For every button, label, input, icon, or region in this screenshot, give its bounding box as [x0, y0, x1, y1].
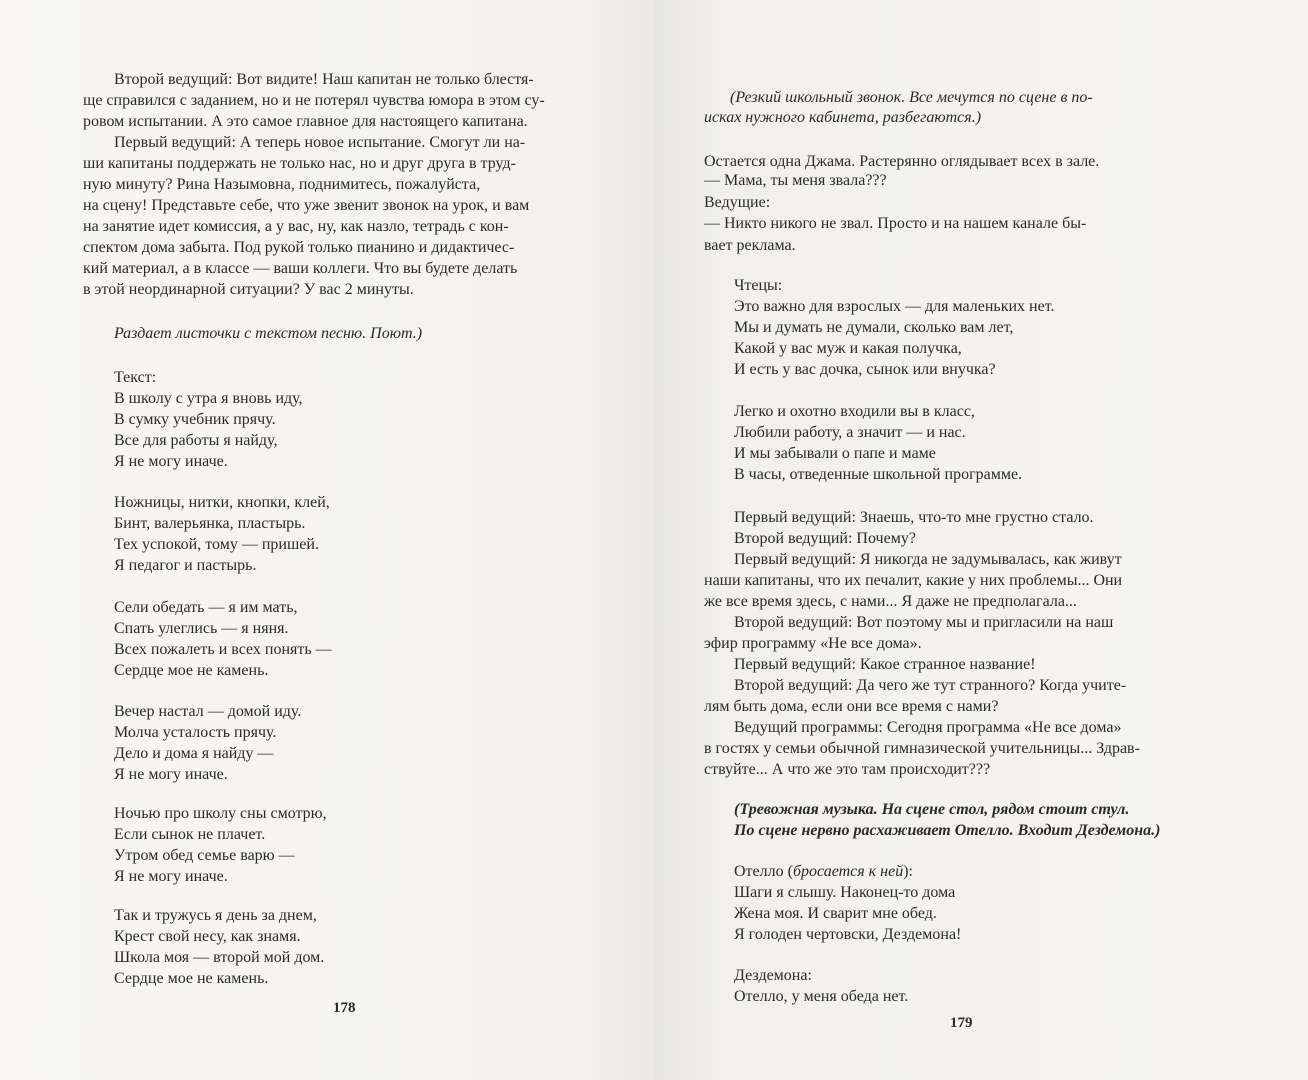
text-line: ровом испытании. А это самое главное для настоящего капитана.: [83, 113, 528, 130]
verse-line: Тех успокой, тому — пришей.: [114, 536, 319, 553]
verse-line: Я не могу иначе.: [114, 868, 228, 885]
stage-direction: исках нужного кабинета, разбегаются.): [704, 109, 982, 126]
verse-line: Шаги я слышу. Наконец-то дома: [734, 884, 956, 901]
verse-line: Все для работы я найду,: [114, 432, 278, 449]
text-line: Первый ведущий: А теперь новое испытание. Смогут ли на-: [114, 134, 526, 151]
verse-line: И есть у вас дочка, сынок или внучка?: [734, 361, 996, 378]
verse-line: Текст:: [114, 369, 157, 386]
text-line: Остается одна Джама. Растерянно оглядывает всех в зале.: [704, 153, 1100, 170]
verse-line: В часы, отведенные школьной программе.: [734, 466, 1023, 483]
text-line: Ведущий программы: Сегодня программа «Не все дома»: [734, 719, 1122, 736]
verse-line: Любили работу, а значит — и нас.: [734, 424, 966, 441]
text-line: ствуйте... А что же это там происходит???: [704, 761, 991, 778]
text-line: кий материал, а в классе — ваши коллеги. Что вы будете делать: [83, 260, 518, 277]
verse-line: Ножницы, нитки, кнопки, клей,: [114, 494, 330, 511]
verse-line: Дело и дома я найду —: [114, 745, 274, 762]
verse-line: Я не могу иначе.: [114, 453, 228, 470]
text-line: на сцену! Представьте себе, что уже звенит звонок на урок, и вам: [83, 197, 530, 214]
stage-direction: (Тревожная музыка. На сцене стол, рядом стоит стул.: [734, 801, 1130, 818]
verse-line: Спать улеглись — я няня.: [114, 620, 289, 637]
text-line: — Мама, ты меня звала???: [704, 172, 887, 189]
verse-line: И мы забывали о папе и маме: [734, 445, 936, 462]
speaker-line: [734, 862, 913, 882]
text-line: Первый ведущий: Я никогда не задумывалась, как живут: [734, 551, 1122, 568]
text-line: ще справился с заданием, но и не потерял чувства юмора в этом су-: [83, 92, 545, 109]
verse-line: Так и тружусь я день за днем,: [114, 907, 317, 924]
verse-line: Если сынок не плачет.: [114, 826, 266, 843]
verse-line: Молча усталость прячу.: [114, 724, 277, 741]
verse-line: Сели обедать — я им мать,: [114, 599, 298, 616]
text-line: же все время здесь, с нами... Я даже не предполагала...: [704, 593, 1077, 610]
text-line: Первый ведущий: Знаешь, что-то мне грустно стало.: [734, 509, 1094, 526]
verse-line: В школу с утра я вновь иду,: [114, 390, 303, 407]
speaker-name: Отелло (: [734, 863, 793, 880]
text-line: спектом дома забыта. Под рукой только пианино и дидактичес-: [83, 239, 515, 256]
verse-line: Всех пожалеть и всех понять —: [114, 641, 332, 658]
page-number: 179: [950, 1015, 973, 1031]
text-line: Чтецы:: [734, 277, 783, 294]
text-line: вает реклама.: [704, 237, 796, 254]
text-line: лям быть дома, если они все время с нами?: [704, 698, 999, 715]
stage-direction: По сцене нервно расхаживает Отелло. Входит Дездемона.): [734, 822, 1161, 839]
verse-line: Крест свой несу, как знамя.: [114, 928, 301, 945]
stage-direction: Раздает листочки с текстом песню. Поют.): [114, 325, 423, 342]
speaker-colon: ):: [903, 863, 913, 880]
text-line: Второй ведущий: Да чего же тут странного? Когда учите-: [734, 677, 1127, 694]
stage-direction: (Резкий школьный звонок. Все мечутся по сцене в по-: [730, 89, 1093, 106]
right-page: [654, 0, 1308, 1080]
verse-line: Легко и охотно входили вы в класс,: [734, 403, 975, 420]
text-line: Ведущие:: [704, 194, 771, 211]
text-line: Первый ведущий: Какое странное название!: [734, 656, 1036, 673]
text-line: Второй ведущий: Почему?: [734, 530, 916, 547]
text-line: наши капитаны, что их печалит, какие у них проблемы... Они: [704, 572, 1123, 589]
verse-line: Мы и думать не думали, сколько вам лет,: [734, 319, 1014, 336]
text-line: Второй ведущий: Вот поэтому мы и пригласили на наш: [734, 614, 1114, 631]
verse-line: Дездемона:: [734, 967, 812, 984]
text-line: в этой неординарной ситуации? У вас 2 минуты.: [83, 281, 414, 298]
verse-line: Жена моя. И сварит мне обед.: [734, 905, 937, 922]
verse-line: Школа моя — второй мой дом.: [114, 949, 325, 966]
verse-line: Отелло, у меня обеда нет.: [734, 988, 909, 1005]
verse-line: Какой у вас муж и какая получка,: [734, 340, 962, 357]
verse-line: В сумку учебник прячу.: [114, 411, 276, 428]
verse-line: Сердце мое не камень.: [114, 662, 269, 679]
text-line: ши капитаны поддержать не только нас, но и друг друга в труд-: [83, 155, 516, 172]
verse-line: Ночью про школу сны смотрю,: [114, 805, 327, 822]
verse-line: Я педагог и пастырь.: [114, 557, 257, 574]
verse-line: Бинт, валерьянка, пластырь.: [114, 515, 306, 532]
text-line: эфир программу «Не все дома».: [704, 635, 922, 652]
speaker-direction: бросается к ней: [792, 863, 904, 880]
verse-line: Утром обед семье варю —: [114, 847, 295, 864]
text-line: на занятие идет комиссия, а у вас, ну, как назло, тетрадь с кон-: [83, 218, 509, 235]
verse-line: Это важно для взрослых — для маленьких нет.: [734, 298, 1055, 315]
verse-line: Вечер настал — домой иду.: [114, 703, 302, 720]
page-number: 178: [333, 1000, 356, 1016]
verse-line: Я голоден чертовски, Дездемона!: [734, 926, 962, 943]
verse-line: Я не могу иначе.: [114, 766, 228, 783]
text-line: — Никто никого не звал. Просто и на нашем канале бы-: [704, 215, 1087, 232]
text-line: в гостях у семьи обычной гимназической учительницы... Здрав-: [704, 740, 1140, 757]
text-line: Второй ведущий: Вот видите! Наш капитан не только блестя-: [114, 71, 534, 88]
text-line: ную минуту? Рина Назымовна, поднимитесь, пожалуйста,: [83, 176, 481, 193]
verse-line: Сердце мое не камень.: [114, 970, 269, 987]
